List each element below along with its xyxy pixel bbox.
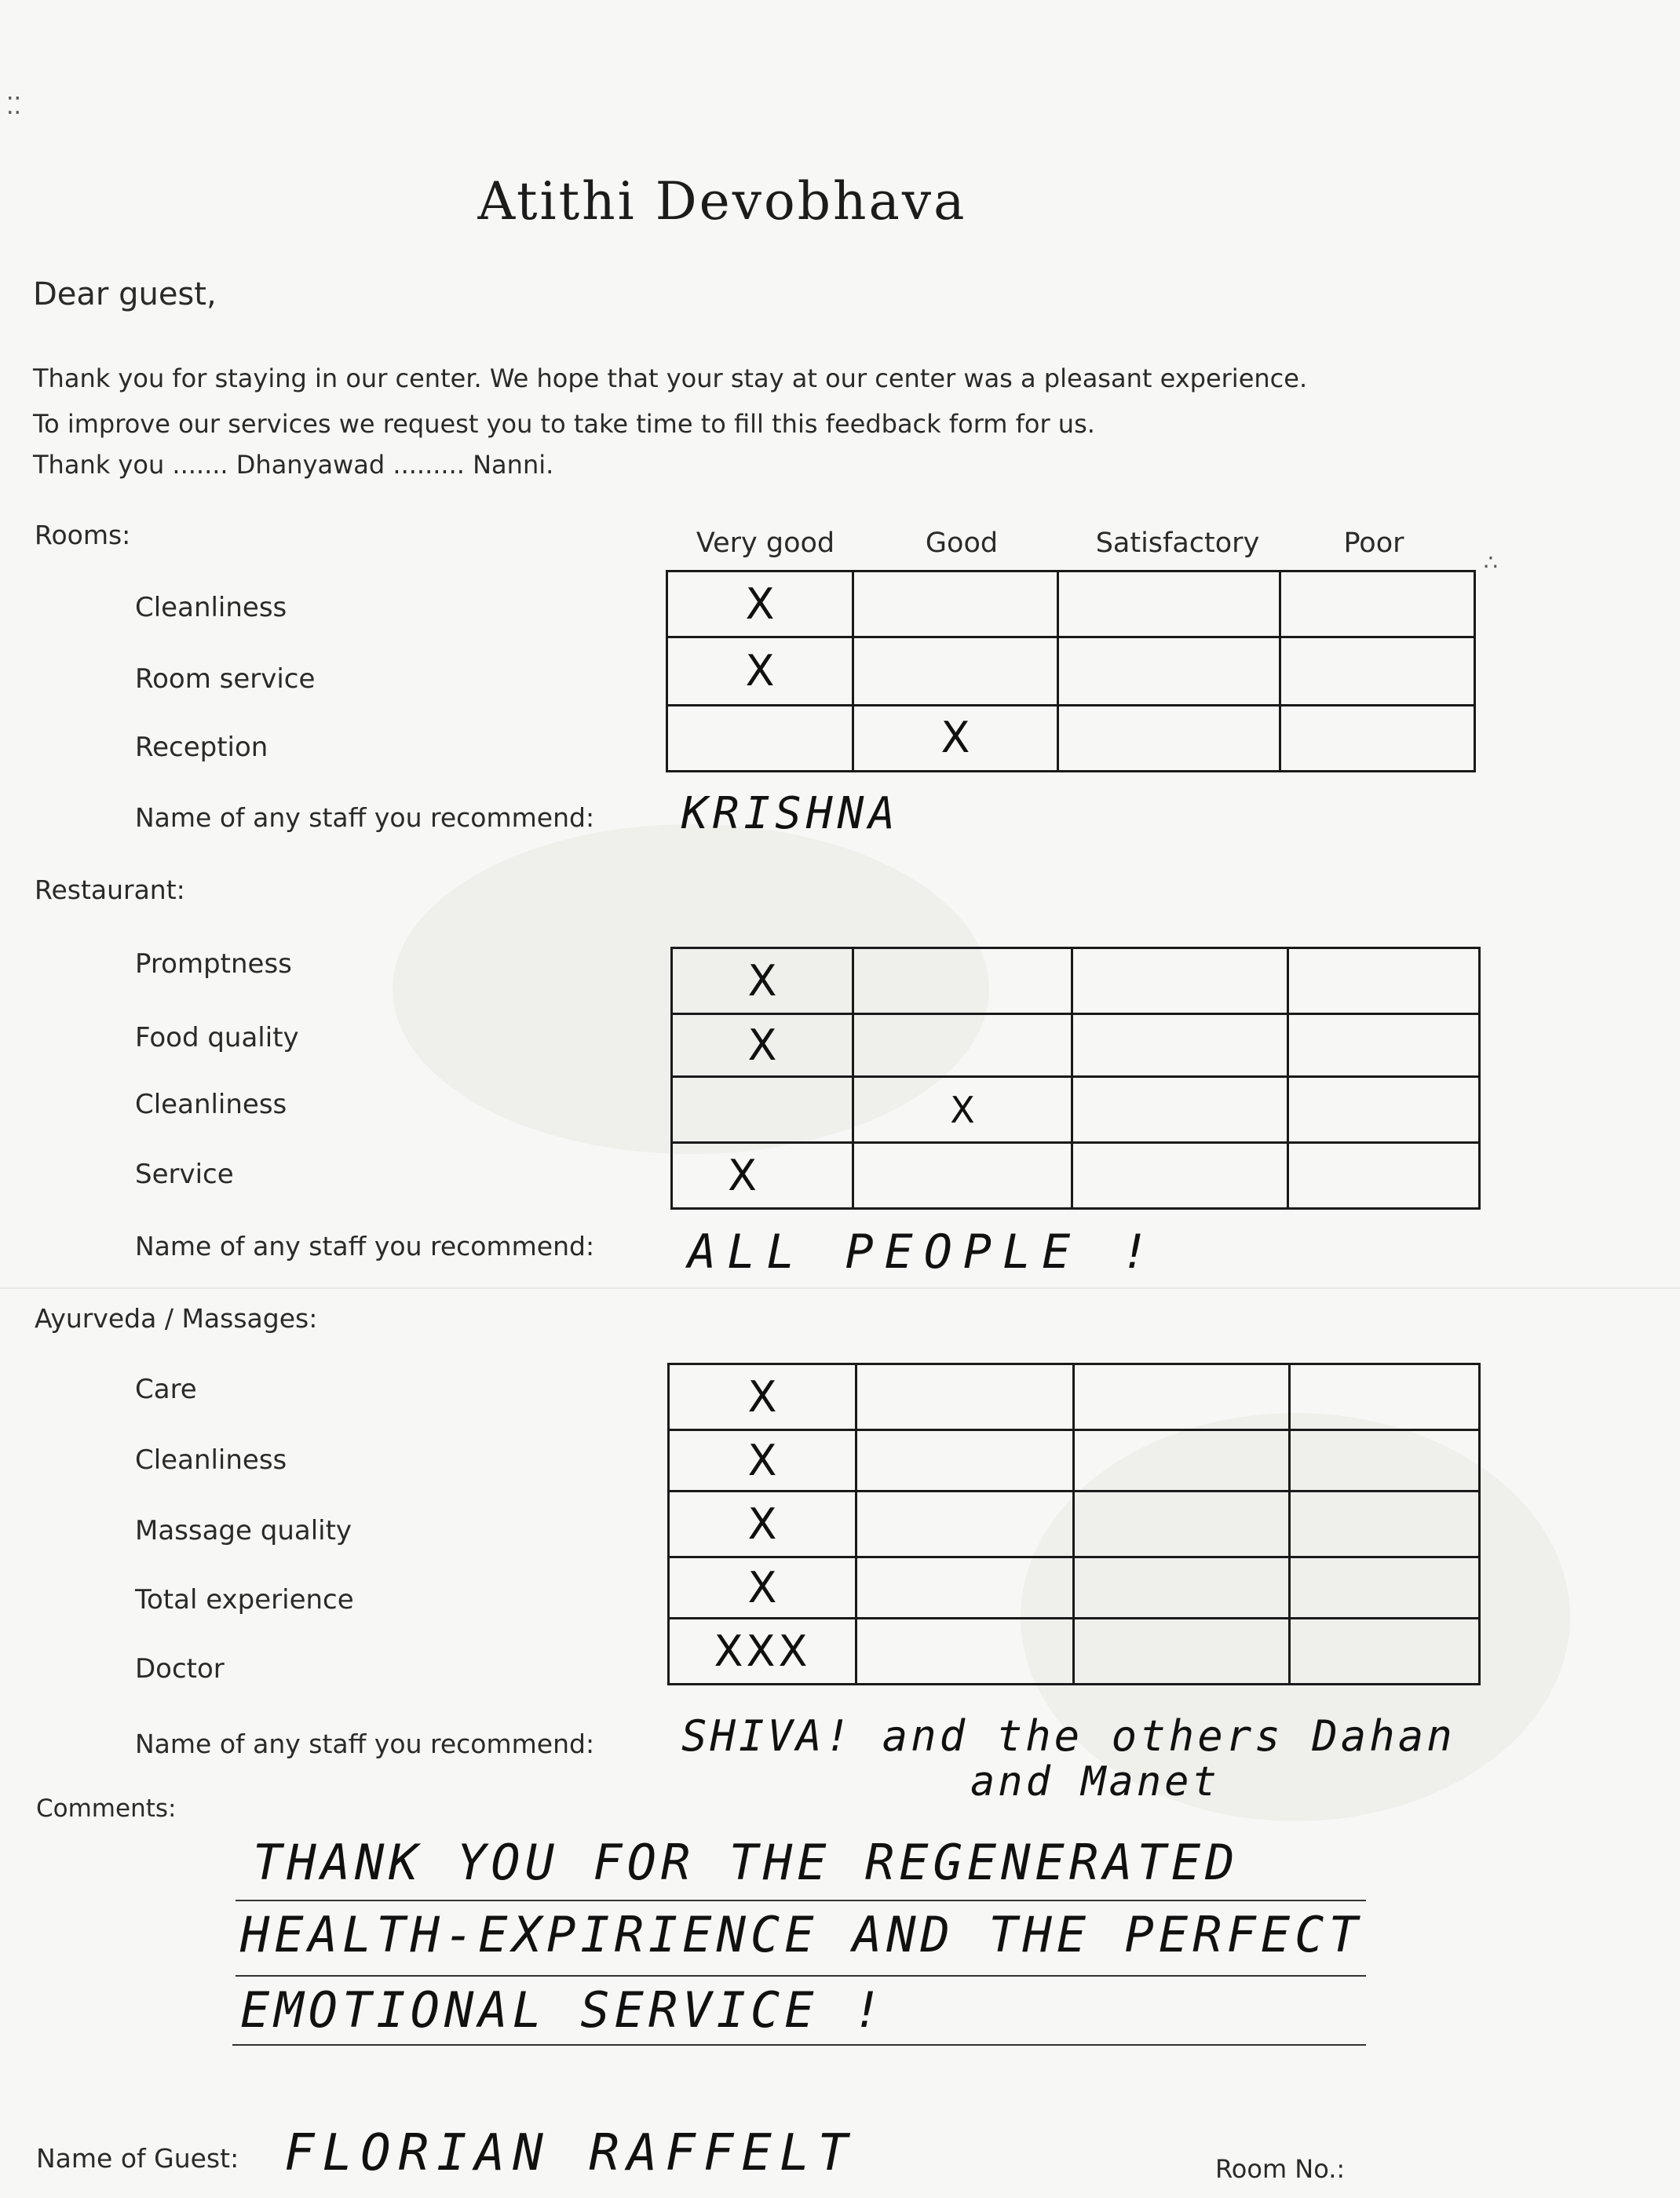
rating-cell[interactable] [667, 571, 853, 637]
rating-cell[interactable] [669, 1364, 856, 1430]
rating-cell[interactable] [1074, 1364, 1290, 1430]
rating-cell[interactable] [853, 1077, 1072, 1143]
comment-line-1[interactable]: THANK YOU FOR THE REGENERATED [253, 1834, 1240, 1891]
rating-cell[interactable] [1290, 1364, 1480, 1430]
rating-cell[interactable] [1072, 1014, 1288, 1077]
header-very-good: Very good [696, 528, 835, 559]
rating-cell[interactable] [667, 637, 853, 705]
page-title: Atithi Devobhava [477, 171, 967, 232]
rooms-staff-value[interactable]: KRISHNA [681, 788, 900, 839]
header-satisfactory: Satisfactory [1095, 528, 1260, 559]
intro-line-1: Thank you for staying in our center. We hope that your stay at our center was a pleasant experience. [33, 363, 1308, 393]
rating-cell[interactable] [1072, 1077, 1288, 1143]
rating-cell[interactable] [667, 705, 853, 771]
rating-cell[interactable] [1288, 1014, 1480, 1077]
rating-cell[interactable] [1072, 948, 1288, 1014]
rating-mark: X [747, 1435, 777, 1485]
section-ayurveda-heading: Ayurveda / Massages: [35, 1303, 318, 1334]
rating-mark: X [745, 579, 775, 629]
rating-cell[interactable] [1280, 705, 1475, 771]
section-restaurant-heading: Restaurant: [35, 874, 185, 905]
rating-mark: X [747, 1499, 777, 1549]
comment-line-3[interactable]: EMOTIONAL SERVICE ! [240, 1981, 887, 2039]
ayurveda-row-total-experience: Total experience [135, 1584, 354, 1616]
rating-cell[interactable] [1288, 948, 1480, 1014]
rating-cell[interactable] [1074, 1492, 1290, 1557]
header-dots: ∴ [1484, 550, 1498, 575]
rating-mark: X [747, 1562, 777, 1612]
rating-cell[interactable] [1280, 637, 1475, 705]
rooms-row-cleanliness: Cleanliness [135, 592, 287, 623]
rating-cell[interactable] [1074, 1430, 1290, 1492]
header-poor: Poor [1343, 528, 1404, 559]
comment-rule [236, 1975, 1366, 1977]
rating-cell[interactable] [1290, 1492, 1480, 1557]
rating-cell[interactable] [853, 637, 1058, 705]
ayurveda-staff-label: Name of any staff you recommend: [135, 1729, 595, 1759]
rating-cell[interactable] [1074, 1619, 1290, 1685]
rating-cell[interactable] [1290, 1557, 1480, 1619]
rooms-row-reception: Reception [135, 732, 268, 763]
rating-cell[interactable] [669, 1557, 856, 1619]
rating-mark: X [940, 713, 970, 763]
rating-mark: X [747, 1371, 777, 1422]
rating-cell[interactable] [1290, 1619, 1480, 1685]
rating-cell[interactable] [1072, 1143, 1288, 1209]
intro-line-3: Thank you ....... Dhanyawad ......... Nanni. [33, 450, 554, 480]
ayurveda-row-cleanliness: Cleanliness [135, 1444, 287, 1476]
guest-name-value[interactable]: FLORIAN RAFFELT [284, 2124, 856, 2182]
section-rooms-heading: Rooms: [35, 520, 131, 550]
rating-cell[interactable] [669, 1430, 856, 1492]
rating-cell[interactable] [856, 1430, 1074, 1492]
rooms-row-room-service: Room service [135, 663, 316, 695]
intro-line-2: To improve our services we request you to take time to fill this feedback form for us. [33, 409, 1095, 439]
rating-mark: X [747, 955, 777, 1006]
rating-cell[interactable] [672, 1143, 853, 1209]
rating-cell[interactable] [672, 1014, 853, 1077]
ayurveda-row-care: Care [135, 1374, 197, 1405]
rating-cell[interactable] [1058, 637, 1280, 705]
paper-fold [0, 1287, 1680, 1289]
rating-mark: X [728, 1150, 757, 1200]
comments-label: Comments: [36, 1795, 177, 1823]
rating-cell[interactable] [1288, 1143, 1480, 1209]
ayurveda-staff-value[interactable]: SHIVA! and the others Dahan [681, 1711, 1455, 1761]
comment-rule [232, 2044, 1366, 2046]
rating-cell[interactable] [669, 1492, 856, 1557]
rating-cell[interactable] [1074, 1557, 1290, 1619]
restaurant-row-cleanliness: Cleanliness [135, 1089, 287, 1120]
rating-cell[interactable] [853, 705, 1058, 771]
rating-cell[interactable] [856, 1364, 1074, 1430]
rating-cell[interactable] [853, 1014, 1072, 1077]
room-no-label: Room No.: [1215, 2154, 1346, 2184]
corner-dots: ⁚⁚ [6, 93, 22, 120]
rating-mark: X [745, 645, 775, 696]
rating-cell[interactable] [853, 571, 1058, 637]
rating-cell[interactable] [1280, 571, 1475, 637]
rating-mark: X [747, 1020, 777, 1070]
ayurveda-rating-grid [667, 1363, 1481, 1685]
comment-line-2[interactable]: HEALTH-EXPIRIENCE AND THE PERFECT [240, 1906, 1363, 1963]
rating-cell[interactable] [672, 1077, 853, 1143]
rating-cell[interactable] [856, 1557, 1074, 1619]
rating-cell[interactable] [672, 948, 853, 1014]
ayurveda-staff-value-line2[interactable]: and Manet [970, 1758, 1220, 1806]
rating-cell[interactable] [1058, 571, 1280, 637]
restaurant-row-service: Service [135, 1159, 234, 1190]
rating-cell[interactable] [853, 1143, 1072, 1209]
rooms-rating-grid [666, 570, 1476, 772]
rating-cell[interactable] [856, 1492, 1074, 1557]
guest-name-label: Name of Guest: [36, 2143, 239, 2174]
restaurant-staff-label: Name of any staff you recommend: [135, 1231, 595, 1261]
restaurant-rating-grid [670, 947, 1481, 1210]
header-good: Good [925, 528, 999, 559]
greeting: Dear guest, [33, 276, 217, 312]
rating-cell[interactable] [669, 1619, 856, 1685]
restaurant-row-food-quality: Food quality [135, 1022, 299, 1053]
ayurveda-row-massage-quality: Massage quality [135, 1515, 352, 1546]
restaurant-staff-value[interactable]: ALL PEOPLE ! [688, 1225, 1160, 1280]
restaurant-row-promptness: Promptness [135, 948, 292, 980]
rating-mark: XXX [714, 1626, 811, 1676]
rooms-staff-label: Name of any staff you recommend: [135, 802, 595, 833]
rating-cell[interactable] [1058, 705, 1280, 771]
ayurveda-row-doctor: Doctor [135, 1653, 225, 1685]
rating-cell[interactable] [1290, 1430, 1480, 1492]
rating-cell[interactable] [1288, 1077, 1480, 1143]
rating-cell[interactable] [853, 948, 1072, 1014]
rating-cell[interactable] [856, 1619, 1074, 1685]
comment-rule [236, 1900, 1366, 1901]
rating-mark: X [950, 1088, 975, 1131]
